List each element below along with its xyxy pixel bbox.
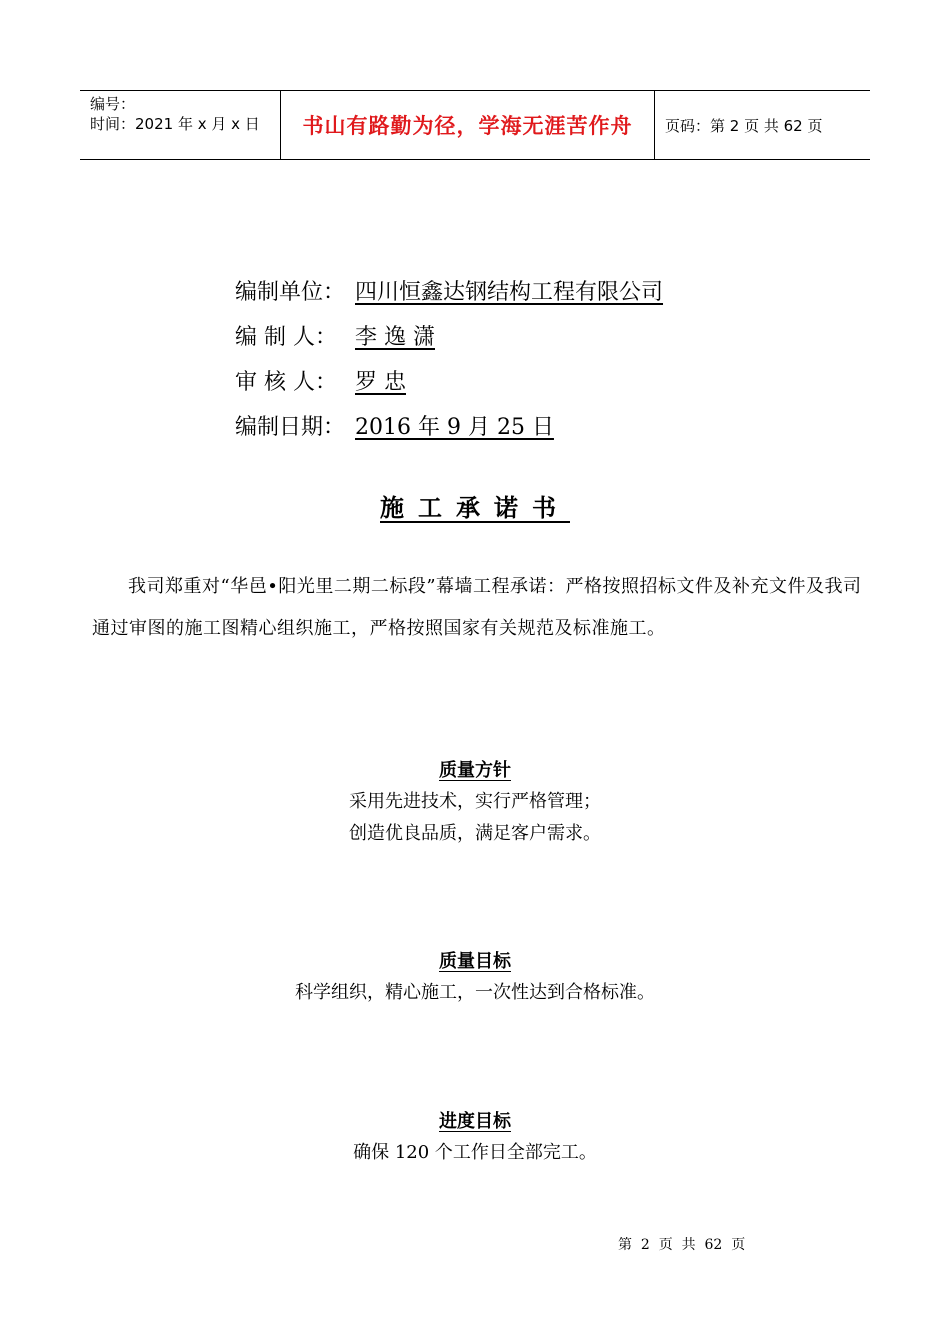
section-schedule-goal [0,1107,950,1169]
commitment-paragraph: 我司郑重对“华邑•阳光里二期二标段”幕墙工程承诺：严格按照招标文件及补充文件及我司通过审图的施工图精心组织施工，严格按照国家有关规范及标准施工。 [92,576,862,639]
header-page-info: 页码：第 2 页 共 62 页 [665,116,823,135]
header-meta-cell [80,91,281,159]
section-heading: 进度目标 [439,1111,511,1132]
info-row-reviewer [235,360,663,405]
header-number-label: 编号： [90,95,136,113]
info-label-date: 编制日期： [235,415,346,440]
section-quality-goal [0,947,950,1009]
document-header [80,90,870,160]
section-line: 科学组织，精心施工，一次性达到合格标准。 [295,982,655,1003]
page-footer: 第 2 页 共 62 页 [618,1237,746,1253]
info-value-unit: 四川恒鑫达钢结构工程有限公司 [355,280,664,305]
section-heading: 质量目标 [439,951,511,972]
section-line: 采用先进技术，实行严格管理； [349,791,601,812]
info-label-unit: 编制单位： [235,280,346,305]
info-row-author [235,315,663,360]
info-value-reviewer: 罗 忠 [355,370,406,395]
header-motto-cell [281,91,655,159]
header-time-label: 时间：2021 年 x 月 x 日 [90,115,260,133]
section-line: 确保 120 个工作日全部完工。 [353,1142,597,1163]
info-block [235,270,663,450]
info-row-date [235,405,663,450]
header-motto: 书山有路勤为径，学海无涯苦作舟 [302,114,633,138]
info-value-date: 2016 年 9 月 25 日 [355,415,554,440]
info-label-reviewer: 审 核 人： [235,370,337,395]
document-title: 施工承诺书 [380,493,570,522]
info-value-author: 李 逸 潇 [355,325,435,350]
section-heading: 质量方针 [439,760,511,781]
section-quality-policy [0,756,950,850]
info-row-unit [235,270,663,315]
info-label-author: 编 制 人： [235,325,337,350]
section-line: 创造优良品质，满足客户需求。 [349,823,601,844]
header-page-cell [655,91,870,159]
